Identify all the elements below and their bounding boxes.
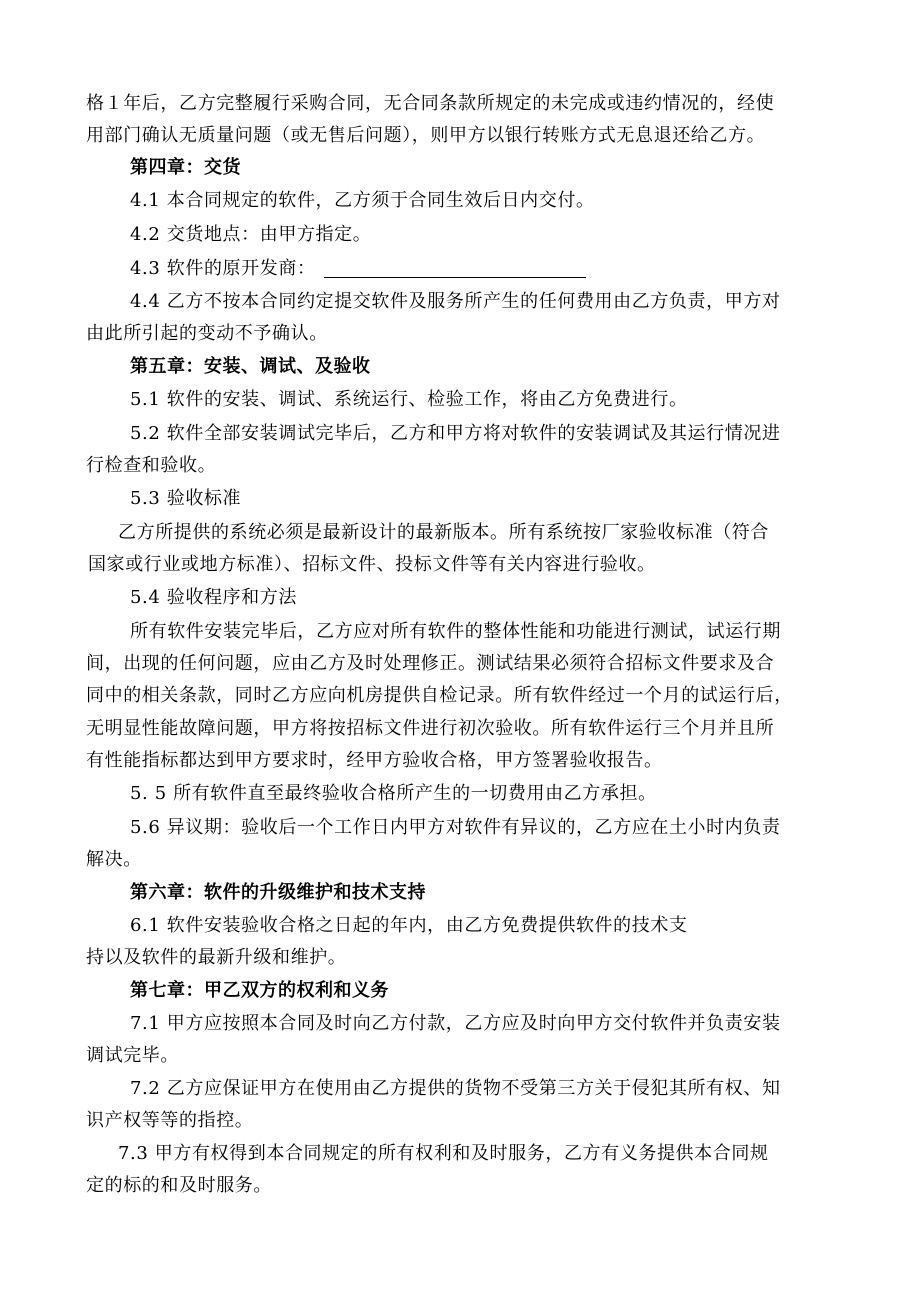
clause-4-4: 4.4 乙方不按本合同约定提交软件及服务所产生的任何费用由乙方负责，甲方对 [130, 291, 781, 312]
paragraph-line: 定的标的和及时服务。 [86, 1175, 272, 1196]
clause-4-3-text: 4.3 软件的原开发商： [130, 258, 316, 279]
clause-5-1: 5.1 软件的安装、调试、系统运行、检验工作，将由乙方免费进行。 [130, 389, 688, 410]
clause-7-2: 7.2 乙方应保证甲方在使用由乙方提供的货物不受第三方关于侵犯其所有权、知 [130, 1078, 781, 1099]
paragraph-line: 用部门确认无质量问题（或无售后问题），则甲方以银行转账方式无息退还给乙方。 [86, 125, 766, 146]
paragraph-line: 有性能指标都达到甲方要求时，经甲方验收合格，甲方签署验收报告。 [86, 750, 663, 771]
clause-4-3 [130, 253, 890, 285]
paragraph-line: 无明显性能故障问题，甲方将按招标文件进行初次验收。所有软件运行三个月并且所 [86, 718, 775, 739]
paragraph-line: 乙方所提供的系统必须是最新设计的最新版本。所有系统按厂家验收标准（符合 [118, 522, 769, 543]
paragraph-line: 格１年后，乙方完整履行采购合同，无合同条款所规定的未完成或违约情况的，经使 [86, 93, 775, 114]
chapter-5-heading: 第五章：安装、调试、及验收 [130, 356, 371, 377]
paragraph-line: 间，出现的任何问题，应由乙方及时处理修正。测试结果必须符合招标文件要求及合 [86, 653, 775, 674]
paragraph-line: 所有软件安装完毕后，乙方应对所有软件的整体性能和功能进行测试，试运行期 [130, 621, 781, 642]
paragraph-line: 由此所引起的变动不予确认。 [86, 323, 328, 344]
paragraph-line: 持以及软件的最新升级和维护。 [86, 947, 347, 968]
paragraph-line: 国家或行业或地方标准）、招标文件、投标文件等有关内容进行验收。 [88, 554, 656, 575]
clause-4-1: 4.1 本合同规定的软件，乙方须于合同生效后日内交付。 [130, 190, 595, 211]
clause-5-4: 5.4 验收程序和方法 [130, 587, 297, 608]
chapter-6-heading: 第六章：软件的升级维护和技术支持 [130, 882, 426, 903]
paragraph-line: 调试完毕。 [86, 1045, 179, 1066]
clause-4-2: 4.2 交货地点：由甲方指定。 [130, 224, 372, 245]
clause-6-1: 6.1 软件安装验收合格之日起的年内，由乙方免费提供软件的技术支 [130, 915, 688, 936]
paragraph-line: 同中的相关条款，同时乙方应向机房提供自检记录。所有软件经过一个月的试运行后， [86, 685, 793, 706]
clause-5-2: 5.2 软件全部安装调试完毕后，乙方和甲方将对软件的安装调试及其运行情况进 [130, 423, 781, 444]
paragraph-line: 解决。 [86, 849, 142, 870]
chapter-7-heading: 第七章：甲乙双方的权利和义务 [130, 980, 389, 1001]
fill-in-blank [324, 257, 586, 278]
paragraph-line: 行检查和验收。 [86, 455, 217, 476]
chapter-4-heading: 第四章：交货 [130, 157, 241, 178]
paragraph-line: 识产权等等的指控。 [86, 1110, 254, 1131]
clause-5-3: 5.3 验收标准 [130, 488, 242, 509]
clause-7-1: 7.1 甲方应按照本合同及时向乙方付款，乙方应及时向甲方交付软件并负责安装 [130, 1013, 781, 1034]
clause-5-5: 5. 5 所有软件直至最终验收合格所产生的一切费用由乙方承担。 [130, 783, 657, 804]
clause-7-3: 7.3 甲方有权得到本合同规定的所有权利和及时服务，乙方有义务提供本合同规 [118, 1143, 769, 1164]
clause-5-6: 5.6 异议期：验收后一个工作日内甲方对软件有异议的，乙方应在土小时内负责 [130, 817, 781, 838]
